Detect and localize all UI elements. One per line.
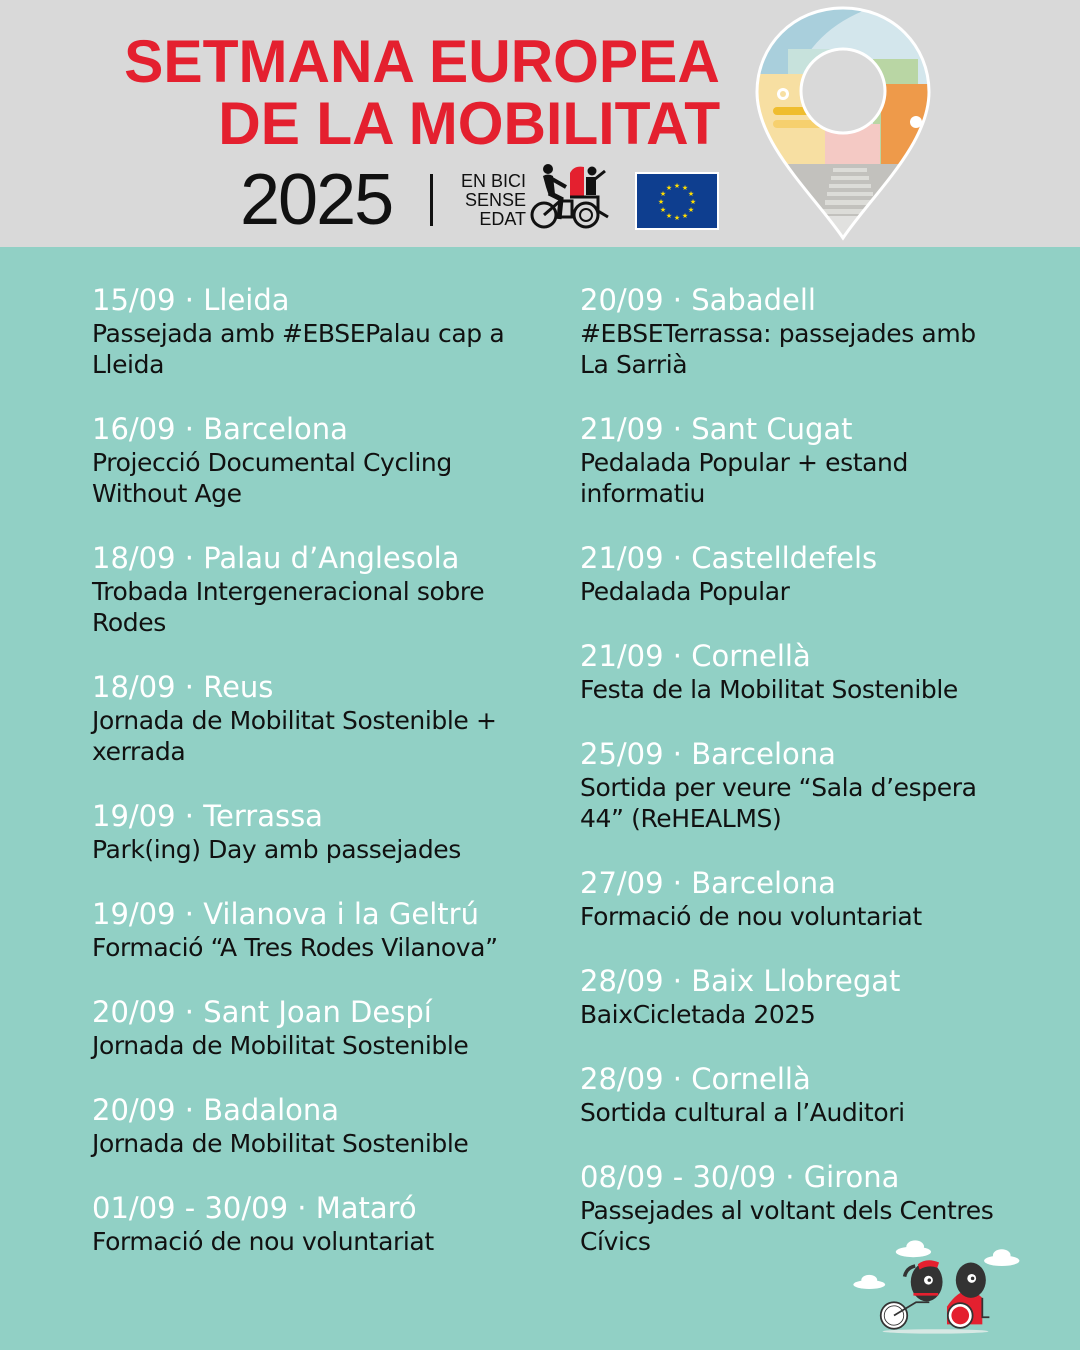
partner-logo-line: SENSE bbox=[464, 190, 526, 210]
event-heading: 20/09 · Sabadell bbox=[580, 283, 816, 317]
event-heading: 16/09 · Barcelona bbox=[92, 412, 348, 446]
event-description-line: Passejada amb #EBSEPalau cap a bbox=[92, 319, 505, 348]
event-item bbox=[92, 282, 562, 380]
event-description-line: Cívics bbox=[580, 1227, 651, 1256]
event-heading: 18/09 · Reus bbox=[92, 670, 274, 704]
event-description-line: Jornada de Mobilitat Sostenible bbox=[92, 1129, 469, 1158]
event-description bbox=[580, 1097, 1050, 1128]
event-heading: 25/09 · Barcelona bbox=[580, 737, 836, 771]
event-description bbox=[580, 999, 1050, 1030]
event-description-line: Festa de la Mobilitat Sostenible bbox=[580, 675, 958, 704]
event-description-line: #EBSETerrassa: passejades amb bbox=[580, 319, 976, 348]
svg-text:★: ★ bbox=[659, 206, 667, 214]
event-heading: 08/09 - 30/09 · Girona bbox=[580, 1160, 900, 1194]
svg-text:★: ★ bbox=[689, 198, 697, 206]
event-description-line: 44” (ReHEALMS) bbox=[580, 804, 782, 833]
event-heading: 15/09 · Lleida bbox=[92, 283, 290, 317]
event-description-line: Jornada de Mobilitat Sostenible bbox=[92, 1031, 469, 1060]
eu-flag-icon bbox=[635, 172, 719, 230]
partner-logo-line: EDAT bbox=[479, 209, 526, 229]
event-heading: 01/09 - 30/09 · Mataró bbox=[92, 1191, 417, 1225]
event-item bbox=[580, 282, 1050, 380]
event-description bbox=[580, 772, 1050, 834]
trishaw-bike-icon bbox=[530, 163, 616, 231]
event-description bbox=[580, 318, 1050, 380]
event-item bbox=[580, 540, 1050, 607]
event-item bbox=[580, 865, 1050, 932]
event-heading: 19/09 · Vilanova i la Geltrú bbox=[92, 897, 479, 931]
svg-text:★: ★ bbox=[687, 206, 695, 214]
event-description bbox=[580, 901, 1050, 932]
event-item bbox=[92, 540, 562, 638]
event-description bbox=[92, 834, 562, 865]
svg-text:★: ★ bbox=[665, 212, 673, 220]
event-description-line: Projecció Documental Cycling bbox=[92, 448, 452, 477]
svg-text:★: ★ bbox=[681, 184, 689, 192]
svg-text:★: ★ bbox=[681, 212, 689, 220]
svg-text:★: ★ bbox=[659, 190, 667, 198]
event-item bbox=[92, 411, 562, 509]
event-description-line: Pedalada Popular + estand bbox=[580, 448, 908, 477]
partner-logo-line: EN BICI bbox=[460, 171, 526, 191]
event-item bbox=[92, 994, 562, 1061]
event-item bbox=[92, 1190, 562, 1257]
event-description bbox=[92, 576, 562, 638]
event-heading: 19/09 · Terrassa bbox=[92, 799, 323, 833]
event-description-line: Sortida cultural a l’Auditori bbox=[580, 1098, 905, 1127]
event-description-line: Pedalada Popular bbox=[580, 577, 790, 606]
event-item bbox=[92, 1092, 562, 1159]
event-item bbox=[580, 638, 1050, 705]
event-description-line: BaixCicletada 2025 bbox=[580, 1000, 816, 1029]
event-description bbox=[92, 318, 562, 380]
event-item bbox=[92, 798, 562, 865]
event-description bbox=[92, 447, 562, 509]
event-description-line: Formació de nou voluntariat bbox=[92, 1227, 434, 1256]
event-description bbox=[92, 1226, 562, 1257]
year-label: 2025 bbox=[240, 160, 393, 240]
event-description-line: Formació de nou voluntariat bbox=[580, 902, 922, 931]
svg-text:★: ★ bbox=[665, 184, 673, 192]
event-item bbox=[580, 411, 1050, 509]
header-banner bbox=[0, 0, 1080, 247]
event-item bbox=[580, 963, 1050, 1030]
event-description-line: Park(ing) Day amb passejades bbox=[92, 835, 461, 864]
mascots-riding-trishaw-icon bbox=[838, 1236, 1033, 1342]
event-description-line: La Sarrià bbox=[580, 350, 688, 379]
event-heading: 21/09 · Sant Cugat bbox=[580, 412, 853, 446]
event-description-line: xerrada bbox=[92, 737, 186, 766]
event-item bbox=[92, 669, 562, 767]
event-heading: 20/09 · Sant Joan Despí bbox=[92, 995, 432, 1029]
location-pin-city-icon bbox=[753, 4, 933, 242]
event-description bbox=[92, 1030, 562, 1061]
header-divider bbox=[430, 174, 433, 226]
event-item bbox=[580, 1061, 1050, 1128]
event-description-line: Sortida per veure “Sala d’espera bbox=[580, 773, 977, 802]
event-description-line: Trobada Intergeneracional sobre bbox=[92, 577, 485, 606]
svg-text:★: ★ bbox=[687, 190, 695, 198]
event-heading: 27/09 · Barcelona bbox=[580, 866, 836, 900]
event-description bbox=[92, 1128, 562, 1159]
event-description bbox=[92, 932, 562, 963]
event-heading: 21/09 · Castelldefels bbox=[580, 541, 878, 575]
event-description-line: informatiu bbox=[580, 479, 705, 508]
event-heading: 20/09 · Badalona bbox=[92, 1093, 340, 1127]
title-line-1: SETMANA EUROPEA bbox=[124, 28, 720, 95]
event-description-line: Passejades al voltant dels Centres bbox=[580, 1196, 994, 1225]
event-heading: 18/09 · Palau d’Anglesola bbox=[92, 541, 460, 575]
svg-text:★: ★ bbox=[673, 214, 681, 222]
event-heading: 28/09 · Baix Llobregat bbox=[580, 964, 901, 998]
event-description-line: Lleida bbox=[92, 350, 164, 379]
event-item bbox=[92, 896, 562, 963]
event-description bbox=[580, 447, 1050, 509]
event-description bbox=[580, 674, 1050, 705]
title-line-2: DE LA MOBILITAT bbox=[218, 90, 720, 157]
event-description-line: Formació “A Tres Rodes Vilanova” bbox=[92, 933, 498, 962]
event-heading: 21/09 · Cornellà bbox=[580, 639, 811, 673]
svg-text:★: ★ bbox=[657, 198, 665, 206]
partner-logo-text bbox=[456, 172, 526, 229]
event-heading: 28/09 · Cornellà bbox=[580, 1062, 811, 1096]
svg-text:★: ★ bbox=[673, 182, 681, 190]
event-description-line: Rodes bbox=[92, 608, 166, 637]
event-description-line: Jornada de Mobilitat Sostenible + bbox=[92, 706, 497, 735]
event-item bbox=[580, 736, 1050, 834]
event-description-line: Without Age bbox=[92, 479, 242, 508]
event-description bbox=[580, 576, 1050, 607]
event-description bbox=[92, 705, 562, 767]
